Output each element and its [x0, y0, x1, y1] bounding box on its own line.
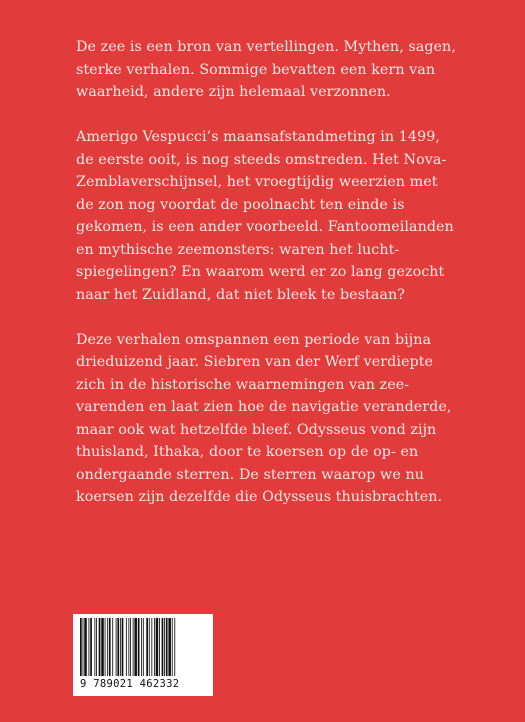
barcode-bar — [149, 618, 150, 676]
barcode-bar — [174, 618, 175, 676]
barcode-bar — [146, 618, 148, 676]
barcode-bar — [116, 618, 117, 676]
barcode-bar — [154, 618, 155, 676]
barcode-bar — [105, 618, 106, 676]
text-line: thuisland, Ithaka, door te koersen op de op- en — [76, 444, 419, 460]
blurb-text — [76, 36, 496, 531]
text-line: spiegelingen? En waarom werd er zo lang gezocht — [76, 264, 445, 280]
barcode-bar — [122, 618, 124, 676]
barcode-bar — [141, 618, 142, 676]
barcode-bar — [94, 618, 95, 676]
barcode-bar — [134, 618, 137, 676]
blurb-paragraph-3 — [76, 329, 496, 509]
barcode-bar — [84, 618, 87, 676]
isbn-barcode — [73, 614, 213, 696]
text-line: De zee is een bron van vertellingen. Mythen, sagen, — [76, 39, 456, 55]
barcode-bar — [120, 618, 121, 676]
barcode-bar — [89, 618, 90, 676]
barcode-bar — [117, 618, 119, 676]
isbn-number: 9 789021 462332 — [80, 678, 180, 690]
barcode-bar — [138, 618, 140, 676]
barcode-bar — [162, 618, 164, 676]
text-line: gekomen, is een ander voorbeeld. Fantoomeilanden — [76, 219, 454, 235]
text-line: drieduizend jaar. Siebren van der Werf verdiepte — [76, 354, 434, 370]
barcode-bar — [166, 618, 168, 676]
barcode-bar — [172, 618, 173, 676]
barcode-bar — [133, 618, 134, 676]
barcode-bar — [168, 618, 171, 676]
text-line: naar het Zuidland, dat niet bleek te bestaan? — [76, 286, 405, 303]
barcode-bar — [126, 618, 127, 676]
barcode-bars — [78, 618, 208, 678]
text-line: zich in de historische waarnemingen van zee- — [76, 376, 410, 393]
barcode-bar — [109, 618, 111, 676]
text-line: maar ook wat hetzelfde bleef. Odysseus vond zijn — [76, 421, 437, 438]
barcode-bar — [83, 618, 84, 676]
barcode-bar — [128, 618, 129, 676]
barcode-bar — [164, 618, 165, 676]
barcode-bar — [112, 618, 113, 676]
barcode-bar — [96, 618, 97, 676]
barcode-bar — [101, 618, 104, 676]
barcode-bar — [130, 618, 131, 676]
blurb-paragraph-2 — [76, 126, 496, 306]
text-line: Amerigo Vespucci’s maansafstandmeting in 1499, — [76, 129, 440, 145]
barcode-bar — [159, 618, 160, 676]
barcode-bar — [99, 618, 101, 676]
barcode-bar — [107, 618, 108, 676]
barcode-bar — [151, 618, 152, 676]
text-line: Zemblaverschijnsel, het vroegtijdig weerzien met — [76, 174, 438, 190]
text-line: ondergaande sterren. De sterren waarop we nu — [76, 466, 424, 483]
text-line: de eerste ooit, is nog steeds omstreden. Het Nova- — [76, 151, 447, 168]
blurb-paragraph-1 — [76, 36, 496, 104]
barcode-bar — [90, 618, 92, 676]
barcode-bar — [143, 618, 144, 676]
text-line: sterke verhalen. Sommige bevatten een kern van — [76, 61, 436, 78]
text-line: varenden en laat zien hoe de navigatie veranderde, — [76, 399, 452, 415]
barcode-bar — [80, 618, 82, 676]
barcode-bar — [156, 618, 159, 676]
text-line: waarheid, andere zijn helemaal verzonnen. — [76, 84, 391, 100]
text-line: de zon nog voordat de poolnacht ten einde is — [76, 196, 405, 213]
text-line: en mythische zeemonsters: waren het lucht- — [76, 241, 400, 258]
text-line: Deze verhalen omspannen een periode van bijna — [76, 331, 432, 348]
text-line: koersen zijn dezelfde die Odysseus thuisbrachten. — [76, 489, 443, 505]
